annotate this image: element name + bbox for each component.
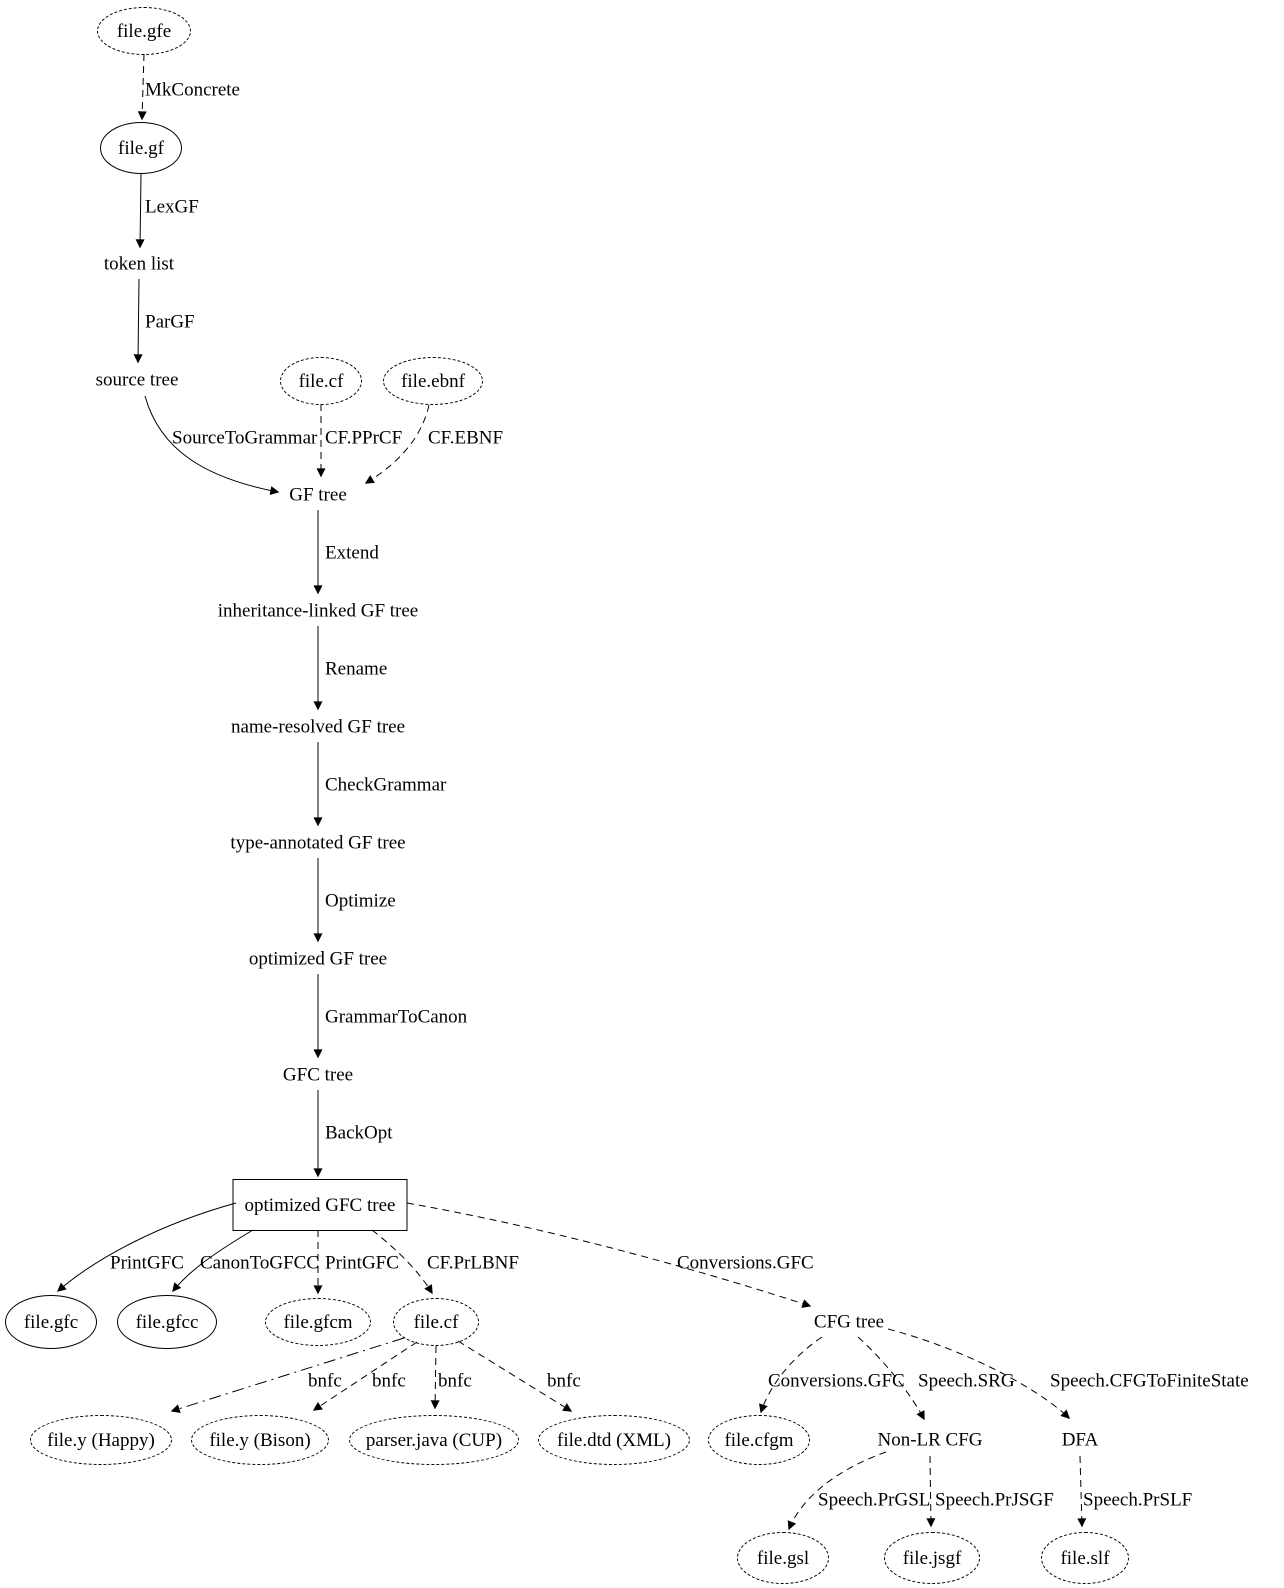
edge-label-conversions-gfc-2: Conversions.GFC: [768, 1370, 905, 1392]
node-non-lr-cfg: [877, 1431, 982, 1450]
edge-label-rename: Rename: [325, 658, 388, 680]
node-cfg-tree-label: CFG tree: [813, 1311, 885, 1333]
edge-file-cf-to-parser-java: [435, 1346, 436, 1408]
node-optimized-gf: [249, 950, 387, 969]
node-source-tree: [96, 371, 179, 390]
node-name-resolved: [231, 718, 405, 737]
node-file-gf: [100, 122, 182, 174]
node-gfc-tree-label: GFC tree: [282, 1064, 354, 1086]
node-file-cf-top: [280, 357, 362, 405]
node-dfa-label: DFA: [1061, 1429, 1099, 1451]
edge-label-cf-prlbnf: CF.PrLBNF: [427, 1252, 519, 1274]
node-optimized-gfc-label: optimized GFC tree: [244, 1194, 396, 1216]
node-file-gfe-label: file.gfe: [116, 20, 172, 42]
node-type-annotated-label: type-annotated GF tree: [230, 832, 406, 854]
node-cfg-tree: [814, 1313, 884, 1332]
node-inheritance-linked-label: inheritance-linked GF tree: [217, 600, 419, 622]
node-file-cf-bottom-label: file.cf: [413, 1311, 459, 1333]
node-parser-java: [349, 1415, 519, 1465]
node-dfa: [1062, 1431, 1099, 1450]
edge-label-speech-prgsl: Speech.PrGSL: [818, 1489, 931, 1511]
node-parser-java-label: parser.java (CUP): [365, 1429, 503, 1451]
edge-label-speech-srg: Speech.SRG: [918, 1370, 1015, 1392]
edge-file-gfe-to-file-gf: [142, 54, 144, 119]
node-file-gfc: [5, 1295, 97, 1349]
edge-label-cf-pprcf: CF.PPrCF: [325, 427, 403, 449]
node-file-gfe: [97, 7, 191, 55]
edge-label-bnfc-4: bnfc: [547, 1370, 581, 1392]
node-optimized-gf-label: optimized GF tree: [248, 948, 388, 970]
node-file-y-happy-label: file.y (Happy): [47, 1429, 155, 1451]
node-gf-tree-label: GF tree: [289, 484, 347, 506]
node-file-y-bison-label: file.y (Bison): [209, 1429, 311, 1451]
edge-label-cf-ebnf: CF.EBNF: [428, 427, 504, 449]
edge-label-grammartocanon: GrammarToCanon: [325, 1006, 468, 1028]
node-file-cf-bottom: [393, 1298, 479, 1346]
node-file-slf: [1041, 1532, 1129, 1584]
node-file-cf-top-label: file.cf: [298, 370, 344, 392]
node-file-dtd-label: file.dtd (XML): [557, 1429, 671, 1451]
edge-label-bnfc-1: bnfc: [308, 1370, 342, 1392]
edge-label-mkconcrete: MkConcrete: [145, 79, 240, 101]
edge-dfa-to-file-slf: [1080, 1456, 1082, 1526]
node-file-dtd: [538, 1415, 690, 1465]
edge-label-speech-cfgtofinitestate: Speech.CFGToFiniteState: [1050, 1370, 1249, 1392]
edge-label-extend: Extend: [325, 542, 379, 564]
node-non-lr-cfg-label: Non-LR CFG: [877, 1429, 983, 1451]
node-file-jsgf: [884, 1532, 980, 1584]
edge-file-gf-to-token-list: [140, 174, 141, 247]
node-inheritance-linked: [218, 602, 418, 621]
edge-label-sourcetogrammar: SourceToGrammar: [172, 427, 318, 449]
node-file-gfcm: [265, 1298, 371, 1346]
node-optimized-gfc: [233, 1179, 408, 1231]
edge-label-bnfc-2: bnfc: [372, 1370, 406, 1392]
edge-label-optimize: Optimize: [325, 890, 396, 912]
node-file-gfcc: [117, 1295, 217, 1349]
node-gf-tree: [289, 486, 347, 505]
node-file-gf-label: file.gf: [118, 137, 164, 159]
node-source-tree-label: source tree: [95, 369, 179, 391]
node-type-annotated: [230, 834, 405, 853]
edge-label-speech-prjsgf: Speech.PrJSGF: [935, 1489, 1054, 1511]
edge-label-conversions-gfc-1: Conversions.GFC: [677, 1252, 814, 1274]
edge-label-speech-prslf: Speech.PrSLF: [1083, 1489, 1193, 1511]
node-file-gfc-label: file.gfc: [23, 1311, 79, 1333]
node-name-resolved-label: name-resolved GF tree: [230, 716, 406, 738]
edge-file-cf-to-file-y-happy: [172, 1338, 404, 1411]
edge-label-backopt: BackOpt: [325, 1122, 393, 1144]
node-file-y-happy: [30, 1415, 172, 1465]
node-file-cfgm-label: file.cfgm: [724, 1429, 794, 1451]
node-gfc-tree: [283, 1066, 353, 1085]
node-file-jsgf-label: file.jsgf: [902, 1547, 962, 1569]
node-file-gfcc-label: file.gfcc: [135, 1311, 199, 1333]
node-file-gsl-label: file.gsl: [756, 1547, 810, 1569]
node-file-ebnf-label: file.ebnf: [401, 370, 465, 392]
node-file-slf-label: file.slf: [1060, 1547, 1110, 1569]
node-file-gsl: [737, 1532, 829, 1584]
node-file-ebnf: [383, 357, 483, 405]
edge-label-checkgrammar: CheckGrammar: [325, 774, 447, 796]
node-token-list: [104, 255, 174, 274]
edge-label-pargf: ParGF: [145, 311, 195, 333]
edge-optimized-gfc-to-file-gfc: [58, 1203, 236, 1291]
edge-label-bnfc-3: bnfc: [438, 1370, 472, 1392]
edge-label-printgfc-2: PrintGFC: [325, 1252, 399, 1274]
node-file-gfcm-label: file.gfcm: [283, 1311, 353, 1333]
edge-label-lexgf: LexGF: [145, 196, 199, 218]
node-file-y-bison: [191, 1415, 329, 1465]
edge-label-printgfc-1: PrintGFC: [110, 1252, 184, 1274]
edge-label-canontogfcc: CanonToGFCC: [200, 1252, 320, 1274]
node-token-list-label: token list: [103, 253, 175, 275]
node-file-cfgm: [708, 1415, 810, 1465]
edge-token-list-to-source-tree: [138, 279, 139, 362]
